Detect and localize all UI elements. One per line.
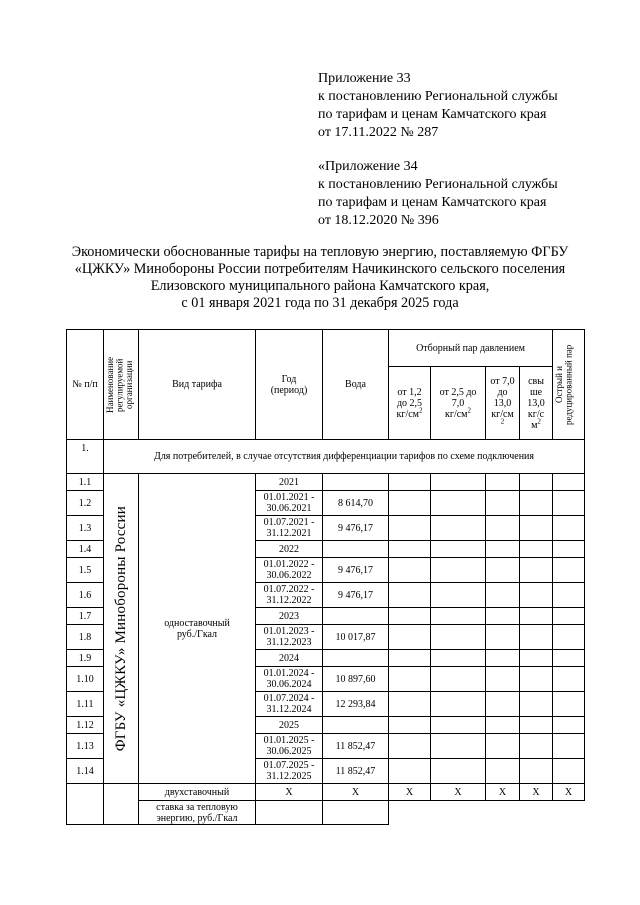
title-line: с 01 января 2021 года по 31 декабря 2025 года <box>181 295 459 311</box>
row-num: 1.1 <box>67 474 104 491</box>
row-value: 10 897,60 <box>323 667 389 692</box>
appendix-line: к постановлению Региональной службы <box>318 89 558 104</box>
row-period: 01.07.2022 - 31.12.2022 <box>256 583 323 608</box>
two-part-mark: Х <box>389 784 431 801</box>
header-sharp-text: Острый и редуцированный пар <box>553 344 574 425</box>
row-value: 9 476,17 <box>323 583 389 608</box>
title-line: «ЦЖКУ» Минобороны России потребителям Начикинского сельского поселения <box>74 261 566 277</box>
header-p4-label: свы ше 13,0 кг/с <box>527 375 545 420</box>
row-num: 1.8 <box>67 625 104 650</box>
header-p3-unit: кг/см <box>491 408 514 420</box>
two-part-mark: Х <box>486 784 520 801</box>
row-value: 9 476,17 <box>323 516 389 541</box>
section-title: Для потребителей, в случае отсутствия дифференциации тарифов по схеме подключения <box>104 440 585 474</box>
header-year: Год (период) <box>256 330 323 440</box>
header-org-text: Наименование регулируемой организации <box>105 356 134 413</box>
header-steam: Отборный пар давлением <box>389 330 553 367</box>
tariff-type-unit: руб./Гкал <box>176 628 218 640</box>
tariff-table <box>66 329 585 825</box>
row-value <box>323 474 389 491</box>
heat-rate-label: ставка за тепловую энергию, руб./Гкал <box>139 801 256 825</box>
row-num: 1.10 <box>67 667 104 692</box>
row-value: 9 476,17 <box>323 558 389 583</box>
row-period: 01.01.2024 - 30.06.2024 <box>256 667 323 692</box>
row-period: 01.01.2022 - 30.06.2022 <box>256 558 323 583</box>
section-num: 1. <box>67 440 104 474</box>
title-line: Елизовского муниципального района Камчатского края, <box>150 278 490 294</box>
appendix-line: «Приложение 34 <box>318 159 418 174</box>
row-num: 1.14 <box>67 759 104 784</box>
header-p1-label: от 1,2 до 2,5 <box>396 386 423 409</box>
row-value <box>323 650 389 667</box>
appendix-current <box>318 70 558 142</box>
row-period: 01.01.2021 - 30.06.2021 <box>256 491 323 516</box>
row-period: 01.01.2023 - 31.12.2023 <box>256 625 323 650</box>
row-period: 2022 <box>256 541 323 558</box>
row-value <box>323 541 389 558</box>
header-p2 <box>431 367 486 440</box>
row-num: 1.6 <box>67 583 104 608</box>
row-period: 2025 <box>256 717 323 734</box>
row-num: 1.12 <box>67 717 104 734</box>
title-line: Экономически обоснованные тарифы на тепловую энергию, поставляемую ФГБУ <box>71 244 569 260</box>
header-p4-unit: м <box>531 419 538 431</box>
tariff-type-label: одноставочный <box>164 617 230 629</box>
org-name: ФГБУ «ЦЖКУ» Минобороны России <box>113 505 129 752</box>
row-value: 12 293,84 <box>323 692 389 717</box>
two-part-mark: Х <box>323 784 389 801</box>
header-p2-sq: 2 <box>467 406 471 415</box>
row-period: 01.07.2021 - 31.12.2021 <box>256 516 323 541</box>
tariff-type-one <box>139 474 256 784</box>
header-org <box>104 330 139 440</box>
row-period: 01.07.2024 - 31.12.2024 <box>256 692 323 717</box>
header-p4 <box>520 367 553 440</box>
header-num: № п/п <box>67 330 104 440</box>
two-part-mark: Х <box>431 784 486 801</box>
row-num: 1.5 <box>67 558 104 583</box>
header-p4-sq: 2 <box>537 417 541 426</box>
row-num: 1.7 <box>67 608 104 625</box>
appendix-line: по тарифам и ценам Камчатского края <box>318 107 547 122</box>
row-value: 11 852,47 <box>323 734 389 759</box>
row-value: 8 614,70 <box>323 491 389 516</box>
header-sharp <box>553 330 585 440</box>
row-num: 1.2 <box>67 491 104 516</box>
document-title <box>40 244 600 312</box>
row-value: 10 017,87 <box>323 625 389 650</box>
row-num: 1.11 <box>67 692 104 717</box>
row-value <box>323 717 389 734</box>
header-water: Вода <box>323 330 389 440</box>
row-num: 1.3 <box>67 516 104 541</box>
header-p2-label: от 2,5 до 7,0 <box>439 386 477 409</box>
row-period: 2021 <box>256 474 323 491</box>
row-value <box>323 608 389 625</box>
header-p1 <box>389 367 431 440</box>
appendix-line: от 18.12.2020 № 396 <box>318 213 439 228</box>
appendix-previous <box>318 158 558 230</box>
appendix-line: Приложение 33 <box>318 71 411 86</box>
header-p3-label: от 7,0 до 13,0 <box>490 375 515 409</box>
row-num: 1.13 <box>67 734 104 759</box>
appendix-line: к постановлению Региональной службы <box>318 177 558 192</box>
row-value: 11 852,47 <box>323 759 389 784</box>
two-part-mark: Х <box>553 784 585 801</box>
row-period: 2023 <box>256 608 323 625</box>
org-name-cell <box>104 474 139 784</box>
header-type: Вид тарифа <box>139 330 256 440</box>
header-p1-unit: кг/см <box>396 408 419 420</box>
appendix-line: по тарифам и ценам Камчатского края <box>318 195 547 210</box>
appendix-line: от 17.11.2022 № 287 <box>318 125 439 140</box>
two-part-mark: Х <box>256 784 323 801</box>
row-period: 2024 <box>256 650 323 667</box>
header-p3 <box>486 367 520 440</box>
row-num: 1.9 <box>67 650 104 667</box>
row-period: 01.01.2025 - 30.06.2025 <box>256 734 323 759</box>
row-num: 1.4 <box>67 541 104 558</box>
two-part-mark: Х <box>520 784 553 801</box>
two-part-label: двухставочный <box>139 784 256 801</box>
header-p1-sq: 2 <box>419 406 423 415</box>
header-p2-unit: кг/см <box>444 408 468 420</box>
row-period: 01.07.2025 - 31.12.2025 <box>256 759 323 784</box>
header-p3-sq: 2 <box>500 417 505 426</box>
